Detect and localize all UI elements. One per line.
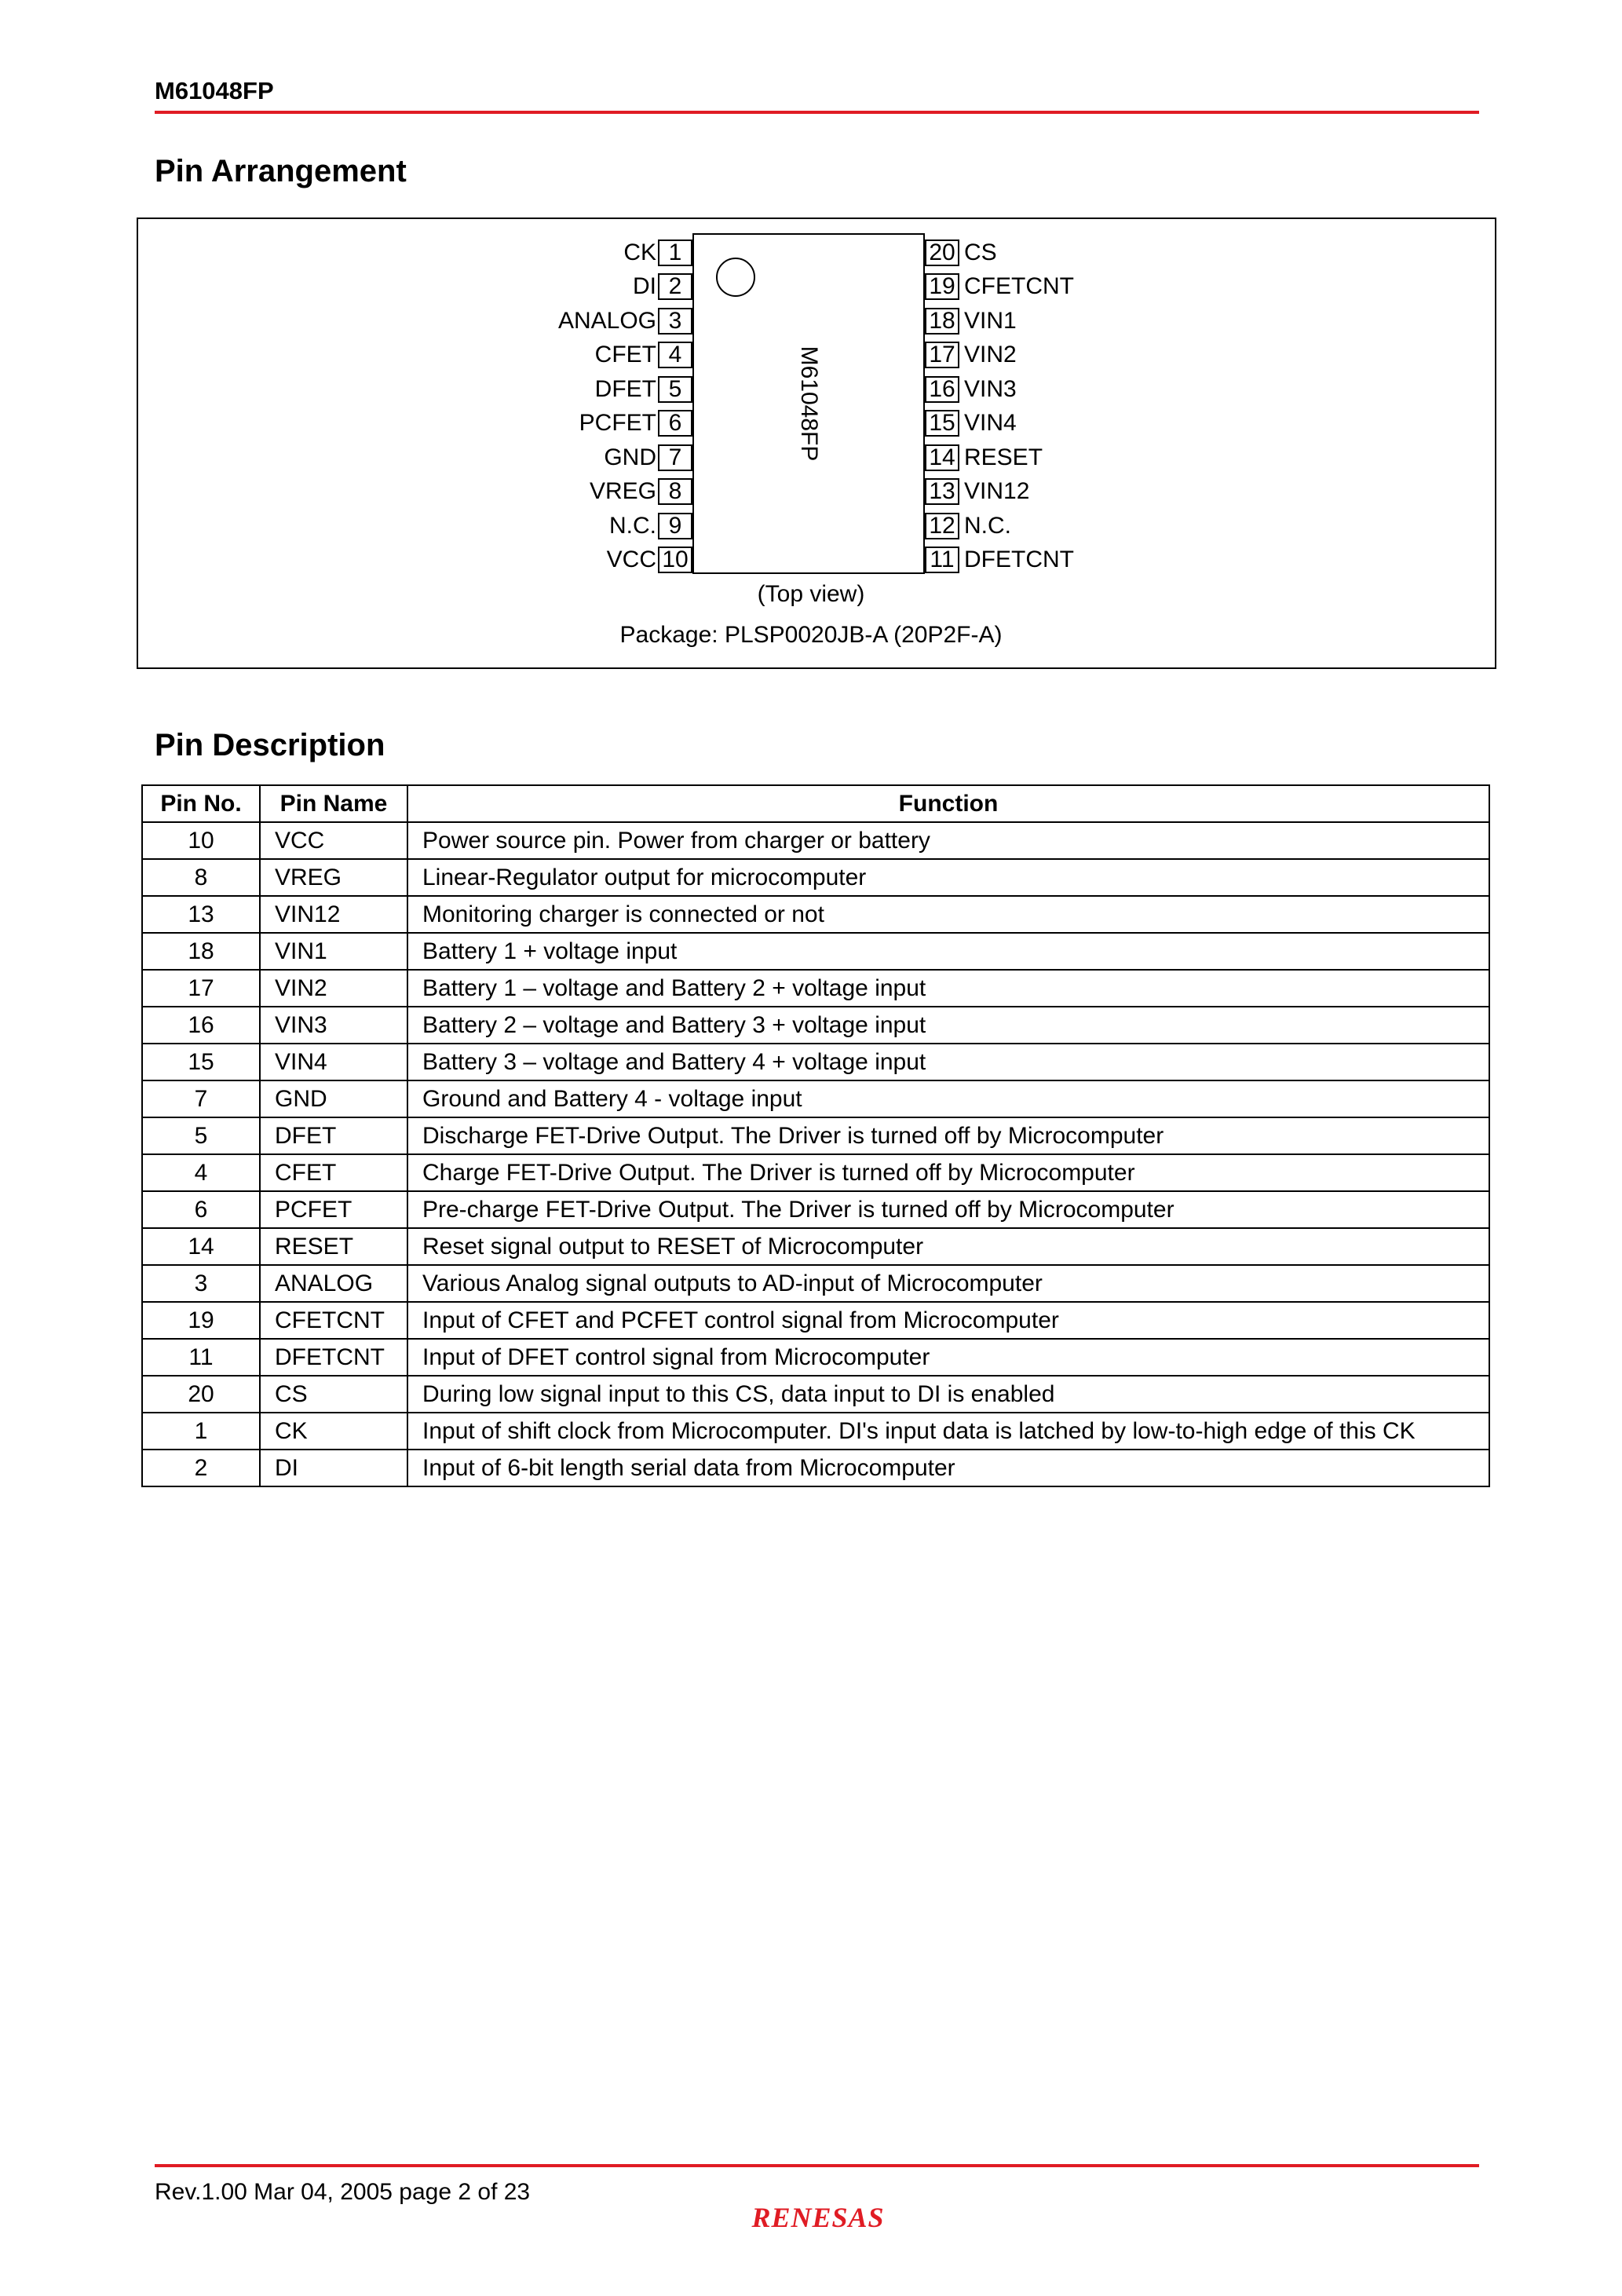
header-pin-no: Pin No. — [142, 785, 260, 822]
pin-row-left — [607, 543, 692, 577]
pin-number: 3 — [658, 308, 692, 335]
cell-function: Pre-charge FET-Drive Output. The Driver is turned off by Microcomputer — [407, 1191, 1489, 1228]
cell-function: Linear-Regulator output for microcomputer — [407, 859, 1489, 896]
cell-pin-no: 18 — [142, 933, 260, 970]
table-row — [142, 1339, 1489, 1376]
table-row — [142, 1413, 1489, 1450]
cell-pin-no: 16 — [142, 1007, 260, 1044]
pin-number: 6 — [658, 410, 692, 437]
pin-name: N.C. — [609, 512, 656, 539]
pin-number: 9 — [658, 513, 692, 539]
pin-name: VIN1 — [964, 307, 1017, 334]
cell-pin-no: 6 — [142, 1191, 260, 1228]
pin-name: VIN12 — [964, 478, 1030, 504]
pin-row-right — [925, 543, 1074, 577]
pin-row-right — [925, 475, 1029, 509]
table-row — [142, 933, 1489, 970]
cell-pin-no: 2 — [142, 1450, 260, 1486]
footer-rule — [155, 2164, 1479, 2167]
table-row — [142, 1265, 1489, 1302]
pin-arrangement-title: Pin Arrangement — [155, 154, 407, 188]
cell-function: Battery 2 – voltage and Battery 3 + voltage input — [407, 1007, 1489, 1044]
pin-number: 8 — [658, 478, 692, 505]
cell-function: Input of 6-bit length serial data from Microcomputer — [407, 1450, 1489, 1486]
pin-name: VREG — [589, 478, 656, 504]
cell-pin-name: VIN4 — [260, 1044, 407, 1080]
pin-name: CFET — [594, 342, 656, 367]
cell-pin-no: 10 — [142, 822, 260, 859]
pin-name: CFETCNT — [964, 273, 1074, 299]
header-rule — [155, 111, 1479, 114]
table-row — [142, 970, 1489, 1007]
cell-pin-name: CK — [260, 1413, 407, 1450]
cell-pin-name: VREG — [260, 859, 407, 896]
cell-function: Power source pin. Power from charger or battery — [407, 822, 1489, 859]
cell-pin-name: DI — [260, 1450, 407, 1486]
pin-name: ANALOG — [557, 307, 656, 334]
table-header-row — [142, 785, 1489, 822]
cell-function: Charge FET-Drive Output. The Driver is turned off by Microcomputer — [407, 1154, 1489, 1191]
cell-pin-name: CFET — [260, 1154, 407, 1191]
cell-pin-name: RESET — [260, 1228, 407, 1265]
pin-number: 14 — [925, 444, 959, 471]
pin-name: N.C. — [964, 512, 1011, 539]
cell-pin-name: DFET — [260, 1117, 407, 1154]
pin-row-left — [558, 304, 692, 338]
cell-pin-no: 4 — [142, 1154, 260, 1191]
pin-number: 20 — [925, 239, 959, 266]
pin-name: VCC — [606, 547, 656, 572]
cell-function: Various Analog signal outputs to AD-input of Microcomputer — [407, 1265, 1489, 1302]
cell-pin-name: VCC — [260, 822, 407, 859]
cell-pin-no: 20 — [142, 1376, 260, 1413]
table-row — [142, 1080, 1489, 1117]
table-row — [142, 1154, 1489, 1191]
cell-pin-no: 3 — [142, 1265, 260, 1302]
pin-number: 13 — [925, 478, 959, 505]
pin-row-left — [579, 407, 692, 441]
table-row — [142, 896, 1489, 933]
document-header-part-number: M61048FP — [155, 77, 274, 104]
table-row — [142, 1117, 1489, 1154]
pin1-marker-icon — [716, 258, 755, 297]
pin-row-left — [633, 270, 692, 304]
cell-pin-name: CFETCNT — [260, 1302, 407, 1339]
pin-row-right — [925, 236, 997, 269]
cell-pin-name: DFETCNT — [260, 1339, 407, 1376]
pin-number: 12 — [925, 513, 959, 539]
cell-pin-no: 11 — [142, 1339, 260, 1376]
view-label: (Top view) — [757, 581, 865, 607]
pin-row-left — [604, 441, 692, 474]
pin-row-right — [925, 372, 1017, 406]
chip-part-label: M61048FP — [796, 345, 822, 462]
pin-name: GND — [604, 444, 656, 470]
cell-pin-no: 7 — [142, 1080, 260, 1117]
cell-pin-name: PCFET — [260, 1191, 407, 1228]
cell-pin-no: 8 — [142, 859, 260, 896]
header-function: Function — [407, 785, 1489, 822]
pin-number: 2 — [658, 273, 692, 300]
pin-description-table — [141, 784, 1490, 1487]
cell-function: Battery 1 + voltage input — [407, 933, 1489, 970]
table-row — [142, 859, 1489, 896]
cell-pin-no: 17 — [142, 970, 260, 1007]
table-row — [142, 1376, 1489, 1413]
table-row — [142, 1302, 1489, 1339]
pin-name: VIN2 — [964, 342, 1017, 367]
pin-row-right — [925, 338, 1017, 372]
cell-pin-no: 15 — [142, 1044, 260, 1080]
pin-name: DFET — [594, 375, 656, 402]
pin-name: DFETCNT — [964, 547, 1074, 572]
table-row — [142, 1044, 1489, 1080]
pin-name: CK — [623, 239, 656, 265]
cell-function: Input of DFET control signal from Microcomputer — [407, 1339, 1489, 1376]
pin-name: PCFET — [579, 410, 656, 436]
cell-pin-no: 19 — [142, 1302, 260, 1339]
renesas-logo-text: RENESAS — [751, 2203, 885, 2233]
cell-pin-no: 13 — [142, 896, 260, 933]
cell-pin-name: VIN12 — [260, 896, 407, 933]
pin-name: VIN3 — [964, 375, 1017, 402]
cell-function: Battery 1 – voltage and Battery 2 + voltage input — [407, 970, 1489, 1007]
pin-number: 15 — [925, 410, 959, 437]
table-row — [142, 1228, 1489, 1265]
pin-number: 17 — [925, 342, 959, 368]
pin-name: DI — [633, 273, 656, 299]
table-row — [142, 1007, 1489, 1044]
pin-number: 19 — [925, 273, 959, 300]
pin-row-right — [925, 407, 1017, 441]
cell-pin-no: 14 — [142, 1228, 260, 1265]
pin-number: 10 — [658, 547, 692, 573]
footer-revision: Rev.1.00 Mar 04, 2005 page 2 of 23 — [155, 2179, 531, 2205]
pin-row-right — [925, 304, 1017, 338]
pin-row-right — [925, 270, 1074, 304]
pin-number: 7 — [658, 444, 692, 471]
pin-row-left — [609, 509, 692, 543]
cell-function: Ground and Battery 4 - voltage input — [407, 1080, 1489, 1117]
pin-number: 4 — [658, 342, 692, 368]
pin-row-left — [595, 338, 692, 372]
cell-pin-name: ANALOG — [260, 1265, 407, 1302]
pin-description-title: Pin Description — [155, 728, 385, 762]
pin-number: 11 — [925, 547, 959, 573]
header-pin-name: Pin Name — [260, 785, 407, 822]
cell-pin-name: VIN1 — [260, 933, 407, 970]
cell-pin-name: VIN3 — [260, 1007, 407, 1044]
pin-row-left — [590, 475, 692, 509]
cell-function: Reset signal output to RESET of Microcomputer — [407, 1228, 1489, 1265]
cell-function: Battery 3 – voltage and Battery 4 + voltage input — [407, 1044, 1489, 1080]
cell-pin-no: 1 — [142, 1413, 260, 1450]
cell-pin-name: VIN2 — [260, 970, 407, 1007]
table-row — [142, 822, 1489, 859]
cell-pin-no: 5 — [142, 1117, 260, 1154]
pin-number: 16 — [925, 376, 959, 403]
pin-number: 5 — [658, 376, 692, 403]
cell-function: Discharge FET-Drive Output. The Driver is turned off by Microcomputer — [407, 1117, 1489, 1154]
cell-function: Input of CFET and PCFET control signal from Microcomputer — [407, 1302, 1489, 1339]
cell-function: Input of shift clock from Microcomputer. DI's input data is latched by low-to-high edge of this CK — [407, 1413, 1489, 1450]
cell-pin-name: CS — [260, 1376, 407, 1413]
pin-row-left — [595, 372, 692, 406]
renesas-logo — [720, 2203, 916, 2234]
table-row — [142, 1191, 1489, 1228]
pin-row-left — [623, 236, 692, 269]
cell-pin-name: GND — [260, 1080, 407, 1117]
pin-name: RESET — [964, 444, 1043, 470]
package-label: Package: PLSP0020JB-A (20P2F-A) — [619, 622, 1003, 648]
pin-name: VIN4 — [964, 410, 1017, 436]
pin-number: 18 — [925, 308, 959, 335]
pin-number: 1 — [658, 239, 692, 266]
table-row — [142, 1450, 1489, 1486]
cell-function: During low signal input to this CS, data input to DI is enabled — [407, 1376, 1489, 1413]
cell-function: Monitoring charger is connected or not — [407, 896, 1489, 933]
pin-name: CS — [964, 239, 997, 265]
pin-row-right — [925, 441, 1043, 474]
pin-row-right — [925, 509, 1011, 543]
